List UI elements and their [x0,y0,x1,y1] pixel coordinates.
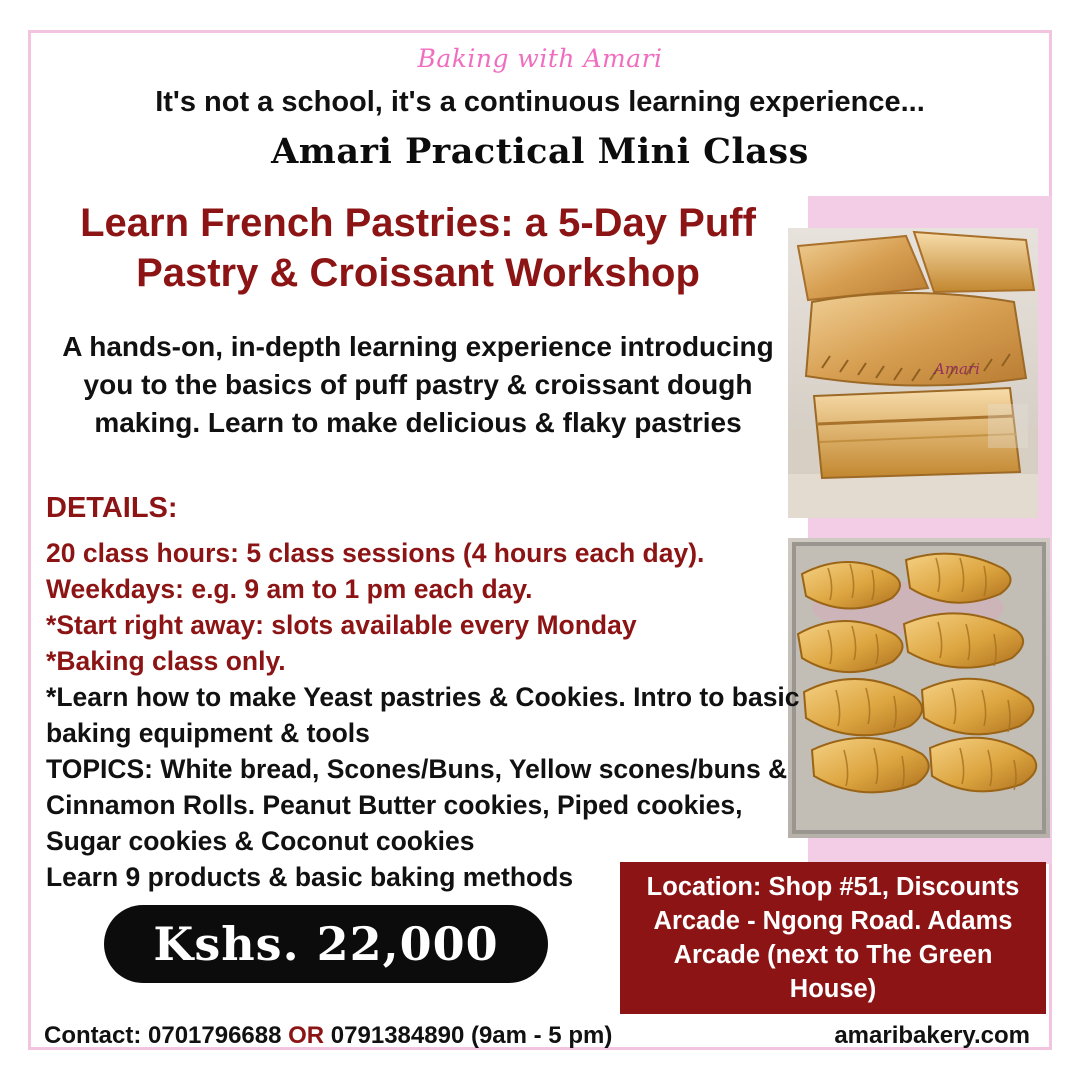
intro-paragraph: A hands-on, in-depth learning experience introducing you to the basics of puff pastry & croissant dough making. Learn to make delicious & flaky pastries [62,331,774,438]
website-text: amaribakery.com [834,1022,1030,1049]
contact-prefix: Contact: 0701796688 [44,1022,289,1049]
price-text: Kshs. 22,000 [153,917,499,971]
svg-text:Amari: Amari [934,360,980,378]
contact-line [44,1022,612,1050]
croissant-photo [788,538,1050,838]
detail-item: Learn 9 products & basic baking methods [46,862,574,892]
location-text: Location: Shop #51, Discounts Arcade - Ngong Road. Adams Arcade (next to The Green House) [646,873,1020,1003]
contact-suffix: 0791384890 (9am - 5 pm) [324,1022,613,1049]
contact-or: OR [288,1022,325,1049]
details-list [46,535,806,895]
detail-item: Weekdays: e.g. 9 am to 1 pm each day. [46,574,533,604]
pastry-photo [788,228,1038,518]
detail-item: 20 class hours: 5 class sessions (4 hours each day). [46,538,705,568]
detail-item: *Start right away: slots available every Monday [46,610,637,640]
tagline: It's not a school, it's a continuous learning experience... [155,86,925,118]
brand-script: Baking with Amari [417,44,663,73]
pastry-photo-image [788,228,1038,518]
location-box [620,862,1046,1014]
details-heading: DETAILS: [46,492,178,524]
price-badge [104,905,548,983]
detail-item: TOPICS: White bread, Scones/Buns, Yellow scones/buns & Cinnamon Rolls. Peanut Butter cookies, Piped cookies, Sugar cookies & Coconut cookies [46,754,795,856]
headline: Learn French Pastries: a 5-Day Puff Pastry & Croissant Workshop [80,201,756,295]
detail-item: *Baking class only. [46,646,286,676]
detail-item: *Learn how to make Yeast pastries & Cookies. Intro to basic baking equipment & tools [46,682,807,748]
class-title: Amari Practical Mini Class [271,131,809,172]
croissant-photo-image [788,538,1050,838]
